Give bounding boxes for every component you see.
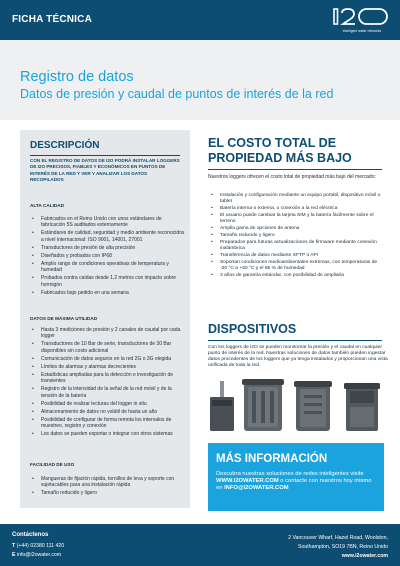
email-link[interactable]: INFO@I2OWATER.COM: [224, 485, 289, 492]
logger-device-image: [292, 373, 334, 433]
i2o-logo: [332, 6, 392, 36]
list-item: • Límites de alarmas y alarmas decrecientes: [30, 364, 186, 370]
list-item: • Posibilidad de realizar lecturas del logger in situ: [30, 401, 186, 407]
list-item: • Los datos se pueden exportar o integrar con otros sistemas: [30, 431, 186, 437]
cost-intro: Nuestros loggers ofrecen el costo total de propiedad más bajo del mercado:: [208, 174, 376, 180]
list-item: • Registro de la intensidad de la señal de la red móvil y de la tensión de la batería: [30, 386, 186, 399]
heading-divider: [30, 155, 180, 156]
list-item: • Batería interna o externa, o conexión a la red eléctrica: [208, 206, 384, 212]
list-item: • Fabricados bajo pedido en una semana: [30, 290, 186, 296]
address-line-2: Southampton, SO19 7BN, Reino Unido: [298, 544, 388, 550]
list-item: • Amplio rango de condiciones operativas de temperatura y humedad: [30, 261, 186, 274]
list-item: • Probados contra caídas desde 1,2 metros con impacto sobre hormigón: [30, 275, 186, 288]
more-info-text-part: Descubra nuestras soluciones de redes inteligentes visite: [216, 471, 364, 477]
phone-line: [12, 543, 64, 549]
section-title-ease: FACILIDAD DE USO: [30, 462, 75, 467]
logger-device-image: [240, 373, 286, 433]
logger-device-image: [340, 373, 384, 433]
list-item: • Mangueras de fijación rápida, tornillos de leva y soporte con sujetacables para una instalación rápida: [30, 476, 186, 489]
logo-tagline: intelligent water networks: [342, 29, 382, 33]
i2o-logo-mark: [332, 6, 392, 28]
description-heading: DESCRIPCIÓN: [30, 140, 100, 151]
list-item: • Soportan condiciones medioambientales extremas, con temperaturas de -20 °C a +50 °C y el 85 % de humedad: [208, 260, 384, 272]
footer-email[interactable]: info@i2owater.com: [16, 552, 62, 558]
list-item: • Tamaño reducido y ligero: [30, 490, 186, 496]
website-link[interactable]: WWW.I2OWATER.COM: [216, 478, 279, 485]
cost-list: [208, 193, 384, 279]
list-item: • Tamaño reducido y ligero: [208, 233, 384, 239]
description-panel: [20, 130, 190, 508]
quality-list: [30, 216, 186, 298]
page-title: Registro de datos: [20, 69, 134, 85]
contact-heading: Contáctenos: [12, 532, 49, 538]
phone-number[interactable]: (+44) 02380 111 420: [16, 543, 65, 549]
devices-heading: DISPOSITIVOS: [208, 322, 297, 336]
description-intro: CON EL REGISTRO DE DATOS DE I2O PODRÁ INSTALAR LOGGERS DE I2O PRECISOS, FIABLES Y ECONÓMICOS EN PUNTOS DE INTERÉS DE LA RED Y VER Y ANALIZAR LOS DATOS RECOPILADOS: [30, 158, 180, 183]
document-type-label: FICHA TÉCNICA: [12, 14, 93, 25]
email-line: [12, 552, 61, 558]
list-item: • Comunicación de datos seguros en la red 2G o 3G elegida: [30, 356, 186, 362]
list-item: • Preparados para futuras actualizaciones de firmware mediante conexión inalámbrica: [208, 240, 384, 252]
header-bar: [0, 0, 400, 40]
more-info-text: [216, 471, 376, 493]
email-label: E: [12, 552, 16, 558]
footer: [0, 524, 400, 566]
devices-text: Con los loggers de i2O se pueden monitorear la presión y el caudal en cualquier punto de interés de la red. Nuestras soluciones de datos también pueden ingestar datos procedentes de los loggers que ya tenga instalados y proporcionan una vista unificada de toda la red.: [208, 345, 388, 368]
list-item: • Transductores de presión de alta precisión: [30, 245, 186, 251]
footer-website[interactable]: www.i2owater.com: [341, 553, 388, 559]
more-info-box: [208, 443, 384, 511]
logger-device-image: [208, 373, 236, 433]
list-item: • Fabricados en el Reino Unido con unos estándares de fabricación 5S auditados externamente: [30, 216, 186, 229]
devices-divider: [208, 340, 382, 341]
list-item: • El usuario puede cambiar la tarjeta SIM y la batería fácilmente sobre el terreno: [208, 213, 384, 225]
list-item: • 3 años de garantía estándar, con posibilidad de ampliarla: [208, 273, 384, 279]
list-item: • Transferencia de datos mediante SFTP o API: [208, 253, 384, 259]
cost-divider: [208, 169, 382, 170]
list-item: • Posibilidad de configurar de forma remota los intervalos de muestreo, registro y conexión: [30, 417, 186, 430]
list-item: • Instalación y configuración mediante un equipo portátil, dispositivo móvil o tablet: [208, 193, 384, 205]
page-subtitle: Datos de presión y caudal de puntos de interés de la red: [20, 87, 334, 101]
data-list: [30, 327, 186, 439]
ease-list: [30, 476, 186, 498]
list-item: • Estándares de calidad, seguridad y medio ambiente reconocidos a nivel internacional: ISO 9001, 14001, 27001: [30, 230, 186, 243]
cost-heading: EL COSTO TOTAL DE PROPIEDAD MÁS BAJO: [208, 136, 352, 165]
section-title-quality: ALTA CALIDAD: [30, 203, 65, 208]
more-info-heading: MÁS INFORMACIÓN: [216, 453, 328, 465]
list-item: • Estadísticas ampliadas para la detección e investigación de transientes: [30, 372, 186, 385]
list-item: • Almacenamiento de datos no volátil de hasta un año: [30, 409, 186, 415]
list-item: • Hasta 3 mediciones de presión y 2 canales de caudal por cada logger: [30, 327, 186, 340]
list-item: • Diseñados y probados con IP68: [30, 253, 186, 259]
address-line-1: 2 Vancouver Wharf, Hazel Road, Woolston,: [288, 535, 388, 541]
list-item: • Amplia gama de opciones de antena: [208, 226, 384, 232]
more-info-text-part: o contacte con nuestros hoy mismo en: [216, 478, 372, 492]
phone-label: T: [12, 543, 16, 549]
list-item: • Transductores de 10 Bar de serie, transductores de 30 Bar disponibles sin costo adicional: [30, 341, 186, 354]
section-title-data: DATOS DE MÁXIMA UTILIDAD: [30, 316, 98, 321]
